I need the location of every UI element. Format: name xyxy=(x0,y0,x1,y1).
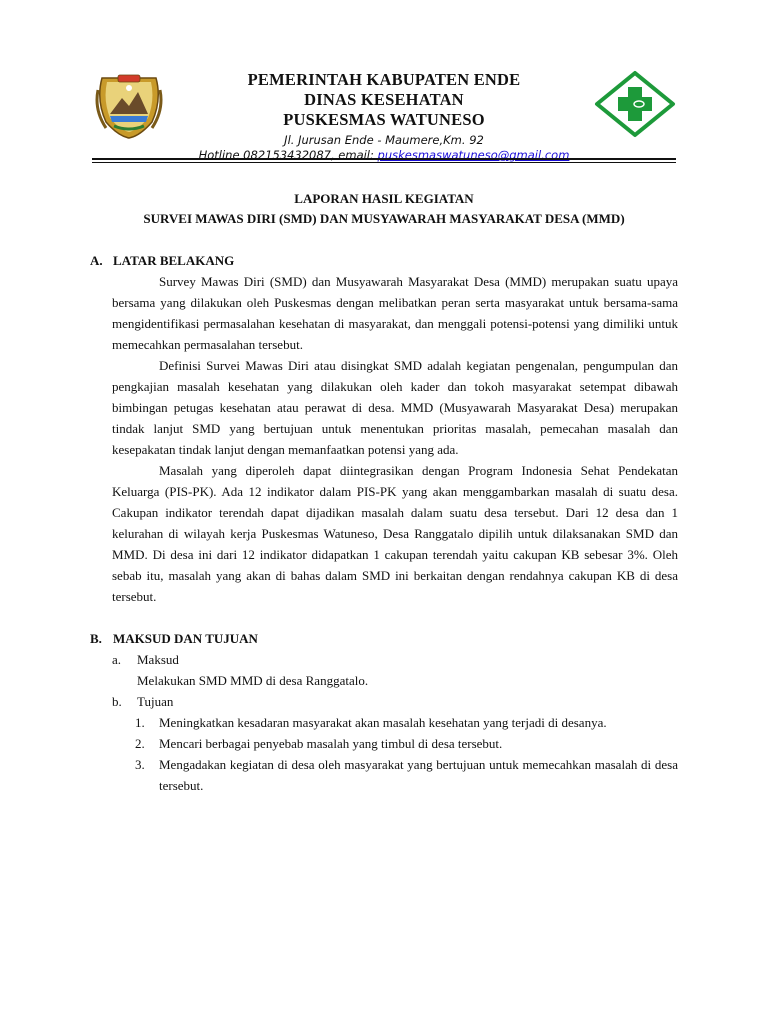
list-item-number: 1. xyxy=(135,715,145,730)
maksud-label: Maksud xyxy=(137,652,179,667)
report-subtitle: SURVEI MAWAS DIRI (SMD) DAN MUSYAWARAH MASYARAKAT DESA (MMD) xyxy=(143,211,625,226)
list-item-text: Mencari berbagai penyebab masalah yang timbul di desa tersebut. xyxy=(159,736,503,751)
tujuan-marker: b. xyxy=(112,694,122,709)
list-item xyxy=(90,733,678,754)
email-link[interactable]: puskesmaswatuneso@gmail.com xyxy=(377,148,570,162)
list-item-number: 3. xyxy=(135,757,145,772)
letterhead-contact xyxy=(170,148,598,163)
report-body xyxy=(90,250,678,796)
background-paragraph-2: Definisi Survei Mawas Diri atau disingkat SMD adalah kegiatan pengenalan, pengumpulan dan pengkajian masalah kesehatan yang dilakukan oleh kader dan tokoh masyarakat setempat dibawah bimbingan petugas kesehatan atau perawat di desa. MMD (Musyawarah Masyarakat Desa) merupakan tindak lanjut SMD yang bertujuan untuk menentukan prioritas masalah, pemecahan masalah dan kesepakatan tindak lanjut dengan memanfaatkan potensi yang ada. xyxy=(112,358,678,457)
letterhead-department: DINAS KESEHATAN xyxy=(304,90,464,109)
maksud-marker: a. xyxy=(112,652,122,667)
section-a-title: LATAR BELAKANG xyxy=(113,253,235,268)
background-paragraph-3: Masalah yang diperoleh dapat diintegrasikan dengan Program Indonesia Sehat Pendekatan Keluarga (PIS-PK). Ada 12 indikator dalam PIS-PK yang akan menggambarkan masalah di suatu desa. Cakupan indikator terendah dapat dijadikan masalah dalam suatu desa tersebut. Dari 12 desa dan 1 kelurahan di wilayah kerja Puskesmas Watuneso, Desa Ranggatalo dipilih untuk dilaksanakan SMD dan MMD. Di desa ini dari 12 indikator didapatkan 1 cakupan terendah yaitu cakupan KB sebesar 3%. Oleh sebab itu, masalah yang akan di bahas dalam SMD ini berkaitan dengan rendahnya cakupan KB di desa tersebut. xyxy=(112,463,678,604)
section-b-title: MAKSUD DAN TUJUAN xyxy=(113,631,258,646)
regency-crest-icon xyxy=(92,70,166,140)
section-a-letter: A. xyxy=(90,253,103,268)
letterhead-government: PEMERINTAH KABUPATEN ENDE xyxy=(247,70,521,89)
letterhead xyxy=(170,70,598,163)
letterhead-address: Jl. Jurusan Ende - Maumere,Km. 92 xyxy=(284,133,484,147)
maksud-item xyxy=(90,649,678,670)
section-b-heading xyxy=(90,628,678,649)
list-item xyxy=(90,754,678,796)
tujuan-item xyxy=(90,691,678,712)
tujuan-label: Tujuan xyxy=(137,694,174,709)
list-item-number: 2. xyxy=(135,736,145,751)
section-b-letter: B. xyxy=(90,631,102,646)
maksud-text-row xyxy=(90,670,678,691)
letterhead-hotline: Hotline 082153432087, email: xyxy=(198,148,378,162)
letterhead-rule-thin xyxy=(92,162,676,163)
list-item xyxy=(90,712,678,733)
list-item-text: Mengadakan kegiatan di desa oleh masyarakat yang bertujuan untuk memecahkan masalah di desa tersebut. xyxy=(159,757,678,793)
puskesmas-cross-icon xyxy=(594,70,676,138)
report-title: LAPORAN HASIL KEGIATAN xyxy=(294,191,474,206)
maksud-text: Melakukan SMD MMD di desa Ranggatalo. xyxy=(137,673,369,688)
background-paragraph-1: Survey Mawas Diri (SMD) dan Musyawarah Masyarakat Desa (MMD) merupakan suatu upaya bersama yang dilakukan oleh Puskesmas dengan melibatkan peran serta masyarakat untuk bersama-sama mengidentifikasi permasalahan kesehatan di masyarakat, dan menggali potensi-potensi yang dimiliki untuk memecahkan permasalahan tersebut. xyxy=(112,274,678,352)
letterhead-institution: PUSKESMAS WATUNESO xyxy=(283,110,485,129)
list-item-text: Meningkatkan kesadaran masyarakat akan masalah kesehatan yang terjadi di desanya. xyxy=(159,715,607,730)
letterhead-rule-thick xyxy=(92,158,676,160)
section-a-heading xyxy=(90,250,678,271)
